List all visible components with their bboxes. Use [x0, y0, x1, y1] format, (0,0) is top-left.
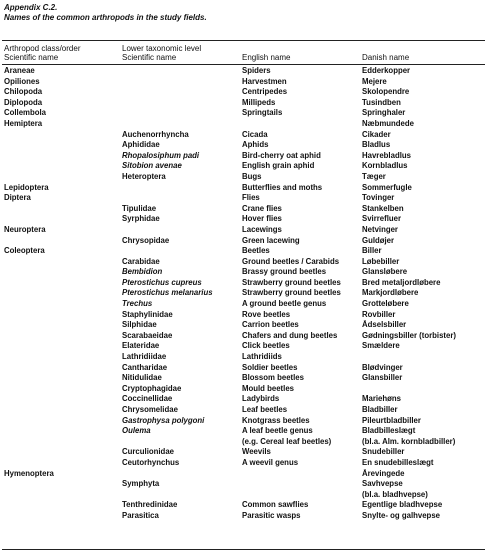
cell-danish-name: Pileurtbladbiller [362, 415, 421, 425]
cell-class-order [4, 299, 122, 310]
cell-lower-taxon [122, 66, 242, 77]
cell-danish-name: Rovbiller [362, 309, 396, 319]
table-row [4, 66, 484, 77]
cell-english-name: Strawberry ground beetles [242, 277, 341, 287]
cell-english-name: Common sawflies [242, 500, 309, 510]
cell-danish-name: (bl.a. bladhvepse) [362, 489, 428, 499]
cell-lower-taxon [122, 98, 242, 109]
cell-danish-name: Stankelben [362, 203, 404, 213]
table-row [4, 246, 484, 257]
cell-english-name: Lathridiids [242, 352, 282, 362]
cell-danish-name: Cikader [362, 129, 391, 139]
cell-lower-taxon: Scarabaeidae [122, 330, 173, 340]
cell-class-order [4, 236, 122, 247]
cell-lower-taxon [122, 77, 242, 88]
table-row [4, 130, 484, 141]
cell-english-name: Parasitic wasps [242, 510, 301, 520]
cell-class-order [4, 278, 122, 289]
cell-lower-taxon: Heteroptera [122, 171, 166, 181]
cell-lower-taxon: Bembidion [122, 267, 163, 277]
cell-lower-taxon: Auchenorrhyncha [122, 129, 189, 139]
cell-class-order [4, 416, 122, 427]
cell-class-order [4, 394, 122, 405]
cell-english-name: Crane flies [242, 203, 282, 213]
cell-class-order [4, 458, 122, 469]
cell-lower-taxon: Sitobion avenae [122, 161, 182, 171]
cell-danish-name: Glansløbere [362, 267, 408, 277]
cell-danish-name: Tovinger [362, 193, 395, 203]
cell-danish-name [362, 352, 484, 363]
cell-danish-name: Svirrefluer [362, 214, 402, 224]
table-row [4, 278, 484, 289]
cell-class-order [4, 320, 122, 331]
table-row [4, 140, 484, 151]
table-row [4, 87, 484, 98]
top-rule [2, 40, 485, 41]
cell-class-order [4, 257, 122, 268]
cell-class-order [4, 331, 122, 342]
cell-english-name: A leaf beetle genus [242, 426, 313, 436]
table-row [4, 119, 484, 130]
cell-danish-name: Bladbilleslægt [362, 426, 416, 436]
table-row [4, 98, 484, 109]
cell-danish-name: Løbebiller [362, 256, 400, 266]
cell-danish-name: Markjordløbere [362, 288, 419, 298]
table-row [4, 331, 484, 342]
cell-lower-taxon: Chrysopidae [122, 235, 170, 245]
cell-english-name: Strawberry ground beetles [242, 288, 341, 298]
cell-lower-taxon [122, 193, 242, 204]
header-class-order: Arthropod class/order [4, 44, 81, 53]
cell-lower-taxon [122, 119, 242, 130]
table-row [4, 172, 484, 183]
cell-lower-taxon [122, 225, 242, 236]
table-row [4, 288, 484, 299]
cell-english-name: Harvestmen [242, 76, 287, 86]
cell-english-name: Lacewings [242, 224, 282, 234]
cell-class-order [4, 511, 122, 522]
cell-class-order: Hemiptera [4, 118, 43, 128]
cell-class-order [4, 437, 122, 448]
cell-class-order: Coleoptera [4, 246, 45, 256]
table-row [4, 214, 484, 225]
table-row [4, 458, 484, 469]
cell-english-name: Beetles [242, 246, 270, 256]
cell-lower-taxon: Cryptophagidae [122, 383, 182, 393]
header-scientific-name-1: Scientific name [4, 53, 59, 62]
cell-lower-taxon: Rhopalosiphum padi [122, 150, 200, 160]
cell-class-order: Collembola [4, 108, 47, 118]
cell-english-name: Weevils [242, 447, 271, 457]
cell-danish-name: Grotteløbere [362, 299, 409, 309]
cell-lower-taxon: Symphyta [122, 479, 160, 489]
cell-class-order: Diplopoda [4, 97, 43, 107]
table-row [4, 416, 484, 427]
table-row [4, 500, 484, 511]
cell-lower-taxon [122, 469, 242, 480]
cell-english-name: Knotgrass beetles [242, 415, 310, 425]
table-row [4, 183, 484, 194]
cell-class-order [4, 352, 122, 363]
table-row [4, 394, 484, 405]
cell-danish-name: Ådselsbiller [362, 320, 407, 330]
cell-english-name [242, 469, 362, 480]
cell-lower-taxon: Curculionidae [122, 447, 174, 457]
cell-lower-taxon: Gastrophysa polygoni [122, 415, 205, 425]
cell-english-name: Carrion beetles [242, 320, 299, 330]
cell-danish-name: Mejere [362, 76, 387, 86]
cell-english-name: Chafers and dung beetles [242, 330, 338, 340]
cell-lower-taxon: Tenthredinidae [122, 500, 178, 510]
table-row [4, 225, 484, 236]
cell-class-order [4, 447, 122, 458]
table-row [4, 257, 484, 268]
cell-english-name: Butterflies and moths [242, 182, 323, 192]
cell-class-order [4, 267, 122, 278]
cell-english-name: Ground beetles / Carabids [242, 256, 340, 266]
table-row [4, 479, 484, 490]
cell-danish-name: Snylte- og galhvepse [362, 510, 440, 520]
cell-english-name: Leaf beetles [242, 405, 288, 414]
cell-danish-name: Gødningsbiller (torbister) [362, 330, 456, 340]
cell-class-order [4, 151, 122, 162]
cell-lower-taxon: Chrysomelidae [122, 405, 178, 414]
cell-english-name: English grain aphid [242, 161, 315, 171]
header-lower-level: Lower taxonomic level [122, 44, 202, 53]
cell-english-name: Hover flies [242, 214, 282, 224]
appendix-title: Names of the common arthropods in the study fields. [4, 13, 207, 22]
cell-class-order [4, 310, 122, 321]
cell-class-order [4, 373, 122, 384]
cell-danish-name: En snudebilleslægt [362, 457, 434, 467]
cell-class-order [4, 384, 122, 395]
cell-danish-name: Bred metaljordløbere [362, 277, 441, 287]
table-row [4, 469, 484, 480]
bottom-rule [2, 549, 485, 550]
cell-danish-name: Smældere [362, 341, 400, 351]
cell-class-order [4, 214, 122, 225]
cell-lower-taxon: Pterostichus melanarius [122, 288, 213, 298]
table-row [4, 320, 484, 331]
cell-english-name: Brassy ground beetles [242, 267, 327, 277]
table-row [4, 405, 484, 416]
table-row [4, 363, 484, 374]
cell-danish-name: Glansbiller [362, 373, 403, 383]
table-row [4, 384, 484, 395]
table-row [4, 161, 484, 172]
cell-lower-taxon: Carabidae [122, 256, 160, 266]
cell-danish-name: (bl.a. Alm. kornbladbiller) [362, 436, 456, 446]
cell-lower-taxon: Silphidae [122, 320, 157, 330]
cell-english-name: Soldier beetles [242, 362, 298, 372]
table-row [4, 108, 484, 119]
table-row [4, 204, 484, 215]
cell-class-order: Neuroptera [4, 224, 46, 234]
cell-english-name: Springtails [242, 108, 283, 118]
cell-class-order [4, 130, 122, 141]
cell-english-name: Click beetles [242, 341, 290, 351]
table-row [4, 341, 484, 352]
appendix-label: Appendix C.2. [4, 3, 58, 12]
cell-lower-taxon: Tipulidae [122, 203, 157, 213]
cell-danish-name: Biller [362, 246, 382, 256]
cell-danish-name: Tæger [362, 171, 386, 181]
cell-english-name: A weevil genus [242, 457, 299, 467]
table-row [4, 447, 484, 458]
cell-lower-taxon: Syrphidae [122, 214, 160, 224]
cell-danish-name: Guldøjer [362, 235, 395, 245]
cell-lower-taxon [122, 87, 242, 98]
cell-danish-name: Snudebiller [362, 447, 405, 457]
table-row [4, 511, 484, 522]
table-row [4, 299, 484, 310]
cell-class-order: Chilopoda [4, 87, 43, 97]
cell-danish-name: Næbmundede [362, 118, 414, 128]
cell-lower-taxon: Nitidulidae [122, 373, 162, 383]
cell-lower-taxon: Trechus [122, 299, 153, 309]
cell-lower-taxon: Pterostichus cupreus [122, 277, 202, 287]
cell-class-order [4, 500, 122, 511]
table-row [4, 437, 484, 448]
cell-lower-taxon: Elateridae [122, 341, 160, 351]
cell-danish-name: Mariehøns [362, 394, 401, 404]
table-row [4, 310, 484, 321]
header-danish-name: Danish name [362, 53, 410, 62]
cell-danish-name: Bladbiller [362, 405, 398, 414]
cell-danish-name: Egentlige bladhvepse [362, 500, 443, 510]
cell-english-name: Millipeds [242, 97, 276, 107]
cell-lower-taxon: Aphididae [122, 140, 160, 150]
table-row [4, 236, 484, 247]
cell-english-name: Mould beetles [242, 383, 294, 393]
cell-danish-name [362, 384, 484, 395]
cell-lower-taxon: Oulema [122, 426, 151, 436]
cell-class-order [4, 204, 122, 215]
cell-danish-name: Tusindben [362, 97, 401, 107]
cell-english-name: Rove beetles [242, 309, 291, 319]
cell-lower-taxon [122, 490, 242, 501]
cell-class-order [4, 405, 122, 416]
cell-class-order: Opiliones [4, 76, 40, 86]
table-row [4, 267, 484, 278]
cell-class-order [4, 161, 122, 172]
cell-class-order [4, 341, 122, 352]
arthropod-table [4, 66, 484, 522]
table-row [4, 490, 484, 501]
cell-danish-name: Skolopendre [362, 87, 410, 97]
cell-english-name: Aphids [242, 140, 269, 150]
cell-class-order [4, 426, 122, 437]
cell-class-order [4, 490, 122, 501]
cell-class-order [4, 479, 122, 490]
cell-class-order [4, 363, 122, 374]
cell-danish-name: Bladlus [362, 140, 391, 150]
cell-danish-name: Springhaler [362, 108, 406, 118]
table-row [4, 352, 484, 363]
cell-class-order [4, 288, 122, 299]
cell-english-name: Blossom beetles [242, 373, 304, 383]
table-row [4, 151, 484, 162]
cell-english-name: Centripedes [242, 87, 288, 97]
cell-english-name: Spiders [242, 66, 271, 75]
cell-lower-taxon: Cantharidae [122, 362, 168, 372]
cell-class-order: Lepidoptera [4, 182, 49, 192]
cell-class-order [4, 172, 122, 183]
cell-english-name [242, 479, 362, 490]
cell-lower-taxon: Staphylinidae [122, 309, 173, 319]
cell-class-order: Araneae [4, 66, 35, 75]
cell-danish-name: Netvinger [362, 224, 398, 234]
cell-class-order [4, 140, 122, 151]
cell-english-name: Bird-cherry oat aphid [242, 150, 321, 160]
cell-english-name: Flies [242, 193, 260, 203]
cell-english-name: Bugs [242, 171, 262, 181]
cell-danish-name: Sommerfugle [362, 182, 412, 192]
cell-english-name [242, 119, 362, 130]
cell-danish-name: Blødvinger [362, 362, 403, 372]
cell-danish-name: Edderkopper [362, 66, 411, 75]
cell-lower-taxon: Lathridiidae [122, 352, 167, 362]
table-row [4, 426, 484, 437]
cell-lower-taxon [122, 183, 242, 194]
table-row [4, 77, 484, 88]
cell-class-order: Hymenoptera [4, 468, 54, 478]
cell-class-order: Diptera [4, 193, 31, 203]
cell-lower-taxon [122, 108, 242, 119]
header-rule [2, 64, 485, 65]
cell-english-name: Cicada [242, 129, 268, 139]
header-scientific-name-2: Scientific name [122, 53, 177, 62]
cell-english-name: Green lacewing [242, 235, 300, 245]
cell-lower-taxon [122, 246, 242, 257]
cell-lower-taxon: Coccinellidae [122, 394, 173, 404]
table-row [4, 373, 484, 384]
cell-english-name: Ladybirds [242, 394, 280, 404]
cell-english-name: A ground beetle genus [242, 299, 327, 309]
cell-danish-name: Havrebladlus [362, 150, 411, 160]
cell-english-name [242, 490, 362, 501]
cell-danish-name: Kornbladlus [362, 161, 408, 171]
cell-lower-taxon: Ceutorhynchus [122, 457, 180, 467]
cell-danish-name: Årevingede [362, 468, 405, 478]
table-row [4, 193, 484, 204]
cell-lower-taxon: Parasitica [122, 510, 159, 520]
cell-danish-name: Savhvepse [362, 479, 403, 489]
header-english-name: English name [242, 53, 291, 62]
cell-english-name: (e.g. Cereal leaf beetles) [242, 436, 332, 446]
cell-lower-taxon [122, 437, 242, 448]
